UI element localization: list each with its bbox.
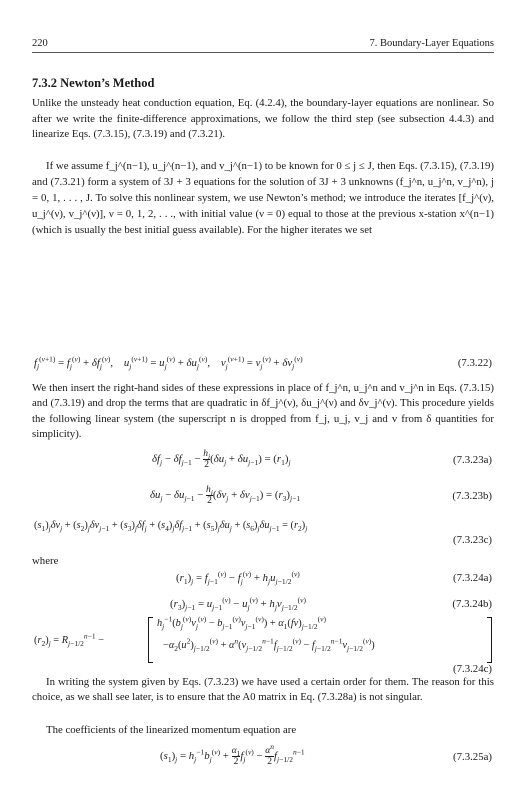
page-number: 220 — [32, 38, 48, 49]
equation-7-3-24c-lhs: $(r_2)_j = R_{j-1/2}^{n-1}$ − — [34, 631, 105, 649]
equation-7-3-24c-line2: $-\alpha_2(u^2)_{j-1/2}^{(\nu)} + \alpha^n(v_{j-1/2}^{n-1}f_{j-1/2}^{(\nu)} - f_{j-1/2}^{n-1}v_{j-1/2}^{(\nu)})$ — [163, 636, 375, 654]
equation-7-3-25a: $(s_1)_j = h_j^{-1}b_j^{(\nu)} + \alpha_1$ 2 $f_j^{(\nu)} - \alpha^n$ 2 $f_{j-1/2}^{n-1}$ — [160, 741, 305, 767]
equation-number: (7.3.24a) — [453, 572, 492, 584]
equation-7-3-23b: $\delta u_j - \delta u_{j-1} - \frac{h_j}{2}$ $(\delta v_j + \delta v_{j-1}) = (r_3)_{j-1}$ — [150, 485, 301, 506]
section-heading: 7.3.2 Newton’s Method — [32, 76, 155, 90]
running-header — [32, 38, 494, 53]
paragraph-newton: If we assume f_j^(n−1), u_j^(n−1), and v_j^(n−1) to be known for 0 ≤ j ≤ J, then Eqs. (7.3.15), (7.3.19) and (7.3.21) form a system of 3J + 3 equations for the solution of 3J + 3 unknowns (f_j^n, u_j^n, v_j^n), j = 0, 1, . . . , J. To solve this nonlinear system, we use Newton’s method; we introduce the iterates [f_j^(ν), u_j^(ν), v_j^(ν)], ν = 0, 1, 2, . . ., with initial value (ν = 0) equal to those at the previous x-station x^(n−1) (which is usually the best initial guess available). For the higher iterates we set — [32, 160, 494, 236]
paragraph-intro: Unlike the unsteady heat conduction equation, Eq. (4.2.4), the boundary-layer equations are nonlinear. So after we write the finite-difference approximations, we follow the third step (see subsection 4.4.3) and linearize Eqs. (7.3.15), (7.3.19) and (7.3.21). — [32, 97, 494, 141]
equation-number: (7.3.24b) — [452, 598, 492, 610]
equation-7-3-24a: $(r_1)_j = f_{j-1}^{(\nu)} - f_j^{(\nu)} + h_ju_{j-1/2}^{(\nu)}$ — [176, 569, 300, 587]
equation-number: (7.3.23c) — [453, 534, 492, 546]
equation-7-3-23a: $\delta f_j - \delta f_{j-1} - \frac{h_j}{2}$ $(\delta u_j + \delta u_{j-1}) = (r_1)_j$ — [152, 449, 291, 470]
chapter-title: 7. Boundary-Layer Equations — [369, 38, 494, 49]
equation-7-3-23c: $(s_1)_j\delta v_j + (s_2)_j\delta v_{j-1} + (s_3)_j\delta f_j + (s_4)_j\delta f_{j-1} + (s_5)_j\delta u_j + (s_6)_j\delta u_{j-1} = (r_2)_j$ — [34, 520, 308, 534]
right-bracket — [487, 617, 492, 663]
equation-number: (7.3.24c) — [453, 663, 492, 675]
equation-7-3-22: $f_j^{(\nu+1)} = f_j^{(\nu)} + \delta f_j^{(\nu)}$, $u_j^{(\nu+1)} = u_j^{(\nu)} + \delta u_j^{(\nu)}$, $v_j^{(\nu+1)} = v_j^{(\nu)} + \delta v_j^{(\nu)}$ — [34, 354, 303, 372]
paragraph-order: In writing the system given by Eqs. (7.3.23) we have used a certain order for them. The reason for this choice, as we shall see later, is to ensure that the A0 matrix in Eq. (7.3.28a) is not singular. — [32, 676, 494, 704]
equation-7-3-24c-line1: $h_j^{-1}(b_j^{(\nu)}v_j^{(\nu)} - b_{j-1}^{(\nu)}v_{j-1}^{(\nu)}) + \alpha_1(fv)_{j-1/2}^{(\nu)}$ — [157, 614, 326, 632]
where-label: where — [32, 555, 59, 567]
paragraph-coefficients: The coefficients of the linearized momentum equation are — [46, 724, 297, 736]
equation-7-3-24b: $(r_3)_{j-1} = u_{j-1}^{(\nu)} - u_j^{(\nu)} + h_jv_{j-1/2}^{(\nu)}$ — [170, 595, 306, 613]
equation-number: (7.3.23b) — [452, 490, 492, 502]
left-bracket — [148, 617, 153, 663]
equation-number: (7.3.25a) — [453, 751, 492, 763]
equation-number: (7.3.23a) — [453, 454, 492, 466]
paragraph-linearize: We then insert the right-hand sides of these expressions in place of f_j^n, u_j^n and v_j^n in Eqs. (7.3.15) and (7.3.19) and drop the terms that are quadratic in δf_j^(ν), δu_j^(ν) and δv_j^(ν). This procedure yields the following linear system (the superscript n is dropped from f_j, u_j, v_j and v from δ quantities for simplicity). — [32, 382, 494, 440]
equation-number: (7.3.22) — [457, 357, 492, 369]
